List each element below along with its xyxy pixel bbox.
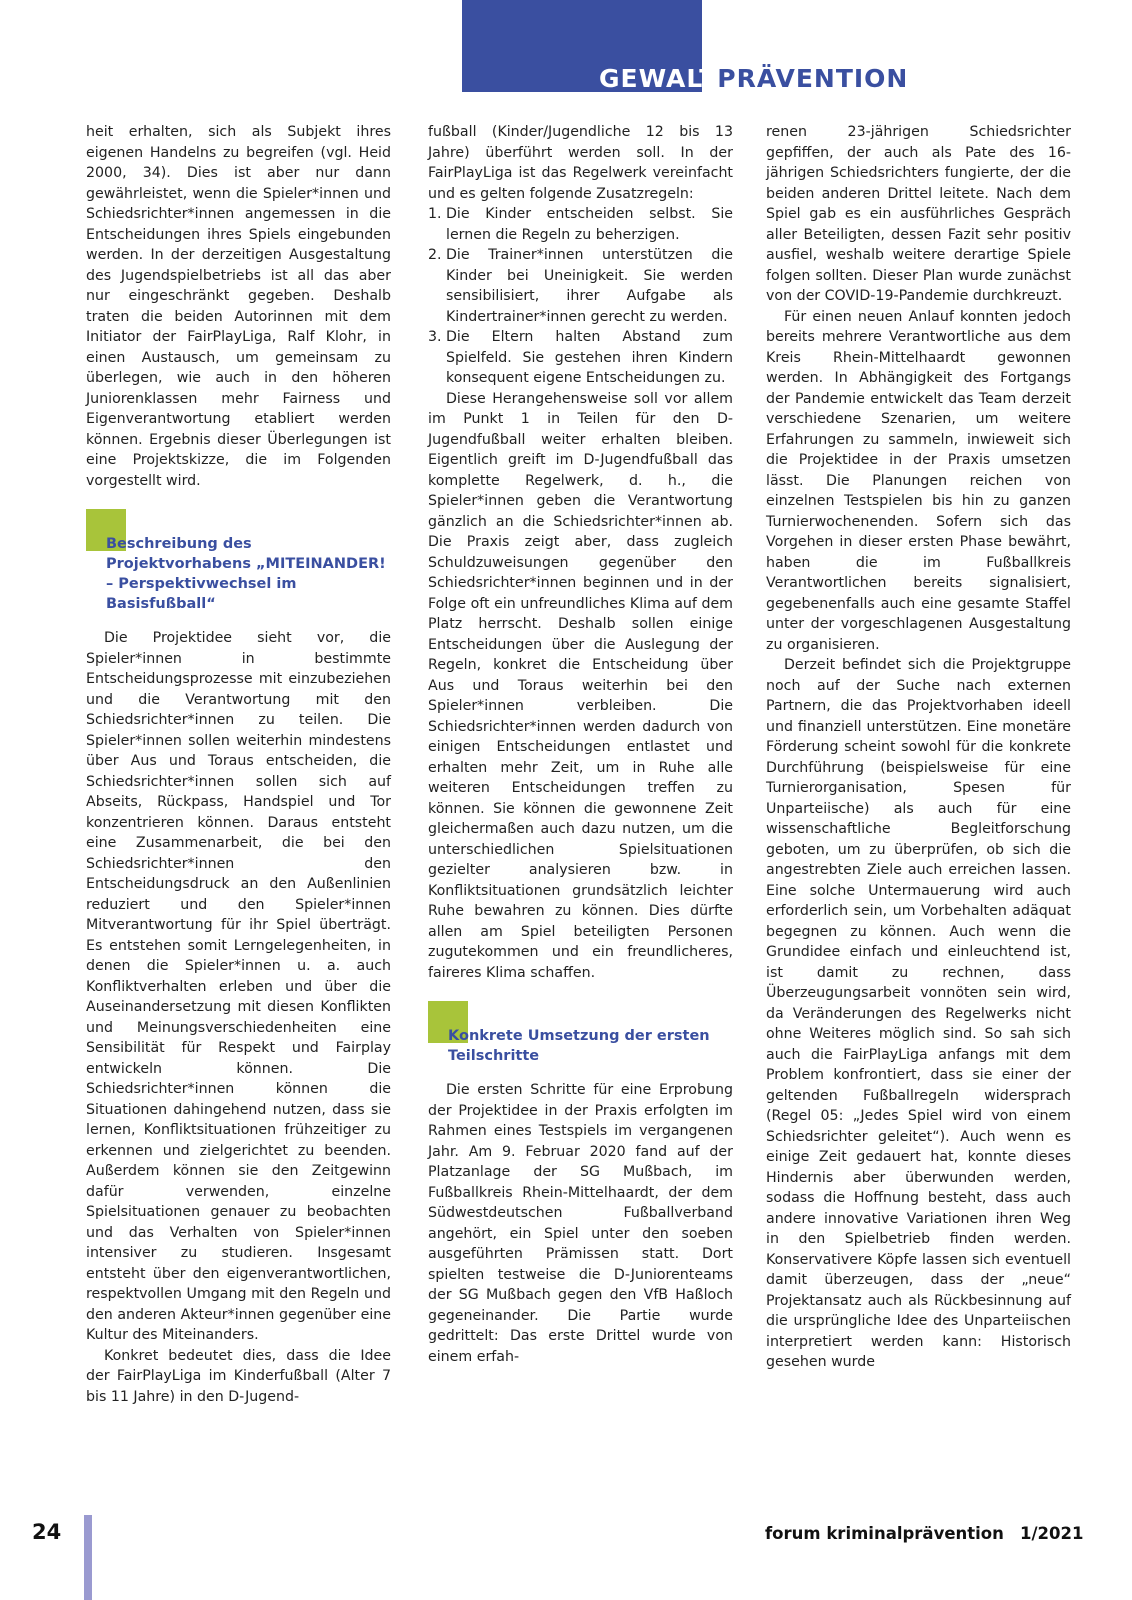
column-2 — [428, 122, 733, 1367]
subheading-block — [86, 509, 391, 614]
list-number: 2. — [428, 247, 442, 263]
paragraph: Derzeit befindet sich die Projektgruppe noch auf der Suche nach externen Partnern, die das Projektvorhaben ideell und finanziell unterstützen. Eine monetäre Förderung scheint sowohl für die konkrete Durchführung (beispielsweise für eine Turnierorganisation, Spesen für Unparteiische) als auch für eine wissenschaftliche Begleitforschung geboten, um zu überprüfen, ob sich die angestrebten Ziele auch erreichen lassen. Eine solche Untermauerung wird auch erforderlich sein, um Vorbehalten adäquat begegnen zu können. Auch wenn die Grundidee einfach und einleuchtend ist, ist damit zu rechnen, dass Überzeugungsarbeit vonnöten sein wird, da Veränderungen des Regelwerks nicht ohne Weiteres möglich sind. So sah sich auch die FairPlayLiga anfangs mit dem Problem konfrontiert, dass sie einer der geltenden Fußballregeln widersprach (Regel 05: „Jedes Spiel wird von einem Schiedsrichter geleitet“). Auch wenn es einige Zeit gedauert hat, konnte dieses Hindernis aber überwunden werden, sodass die Hoffnung besteht, dass auch andere innovative Variationen ihren Weg in den Spielbetrieb finden werden. Konservativere Köpfe lassen sich eventuell damit überzeugen, dass der „neue“ Projektansatz auch als Rückbesinnung auf die ursprüngliche Idee des Unparteiischen interpretiert werden kann: Historisch gesehen wurde — [766, 657, 1071, 1370]
subheading: Konkrete Umsetzung der ersten Teilschritte — [448, 1028, 710, 1064]
list-item — [428, 204, 733, 245]
paragraph: Die ersten Schritte für eine Erprobung der Projektidee in der Praxis erfolgten im Rahmen eines Testspiels im vergangenen Jahr. Am 9. Februar 2020 fand auf der Platzanlage der SG Mußbach, im Fußballkreis Rhein-Mittelhaardt, der dem Südwestdeutschen Fußballverband angehört, ein Spiel unter den soeben ausgeführten Prämissen statt. Dort spielten testweise die D-Juniorenteams der SG Mußbach gegen den VfB Haßloch gegeneinander. Die Partie wurde gedrittelt: Das erste Drittel wurde von einem erfah- — [428, 1082, 733, 1365]
list-text: Die Trainer*innen unterstützen die Kinder bei Uneinigkeit. Sie werden sensibilisiert, ihrer Aufgabe als Kindertrainer*innen gerecht zu werden. — [446, 247, 733, 325]
section-title-part2: PRÄVENTION — [717, 64, 909, 93]
paragraph: Die Projektidee sieht vor, die Spieler*innen in bestimmte Entscheidungsprozesse mit einzubeziehen und die Verantwortung mit den Schiedsrichter*innen zu teilen. Die Spieler*innen sollen weiterhin mindestens über Aus und Toraus entscheiden, die Schiedsrichter*innen sollen sich auf Abseits, Rückpass, Handspiel und Tor konzentrieren können. Daraus entsteht eine Zusammenarbeit, die bei den Schiedsrichter*innen den Entscheidungsdruck an den Außenlinien reduziert und den Spieler*innen Mitverantwortung für ihr Spiel überträgt. Es entstehen somit Lerngelegenheiten, in denen die Spieler*innen u. a. auch Konfliktverhalten erleben und über die Auseinandersetzung mit diesen Konflikten und Meinungsverschiedenheiten eine Sensibilität für Respekt und Fairplay entwickeln können. Die Schiedsrichter*innen können die Situationen dahingehend nutzen, dass sie lernen, Konfliktsituationen frühzeitiger zu erkennen und zielgerichtet zu beenden. Außerdem können sie den Zeitgewinn dafür verwenden, einzelne Spielsituationen genauer zu beobachten und das Verhalten von Spieler*innen intensiver zu studieren. Insgesamt entsteht über den eigenverantwortlichen, respektvollen Umgang mit den Regeln und den anderen Akteur*innen gegenüber eine Kultur des Miteinanders. — [86, 630, 391, 1343]
section-title-part1: GEWALT — [599, 64, 718, 93]
column-1 — [86, 122, 391, 1407]
page-number: 24 — [32, 1520, 62, 1544]
rules-list — [428, 204, 733, 389]
list-number: 1. — [428, 206, 442, 222]
footer-accent-bar — [84, 1515, 92, 1600]
paragraph: fußball (Kinder/Jugendliche 12 bis 13 Jahre) überführt werden soll. In der FairPlayLiga ist das Regelwerk vereinfacht und es gelten folgende Zusatzregeln: — [428, 124, 733, 202]
paragraph: Diese Herangehensweise soll vor allem im Punkt 1 in Teilen für den D-Jugendfußball weiter erhalten bleiben. Eigentlich greift im D-Jugendfußball das komplette Regelwerk, d. h., die Spieler*innen geben die Verantwortung gänzlich an die Schiedsrichter*innen ab. Die Praxis zeigt aber, dass zugleich Schuldzuweisungen gegenüber den Schiedsrichter*innen beginnen und in der Folge oft ein unfreundliches Klima auf dem Platz herrscht. Deshalb sollen einige Entscheidungen über die Auslegung der Regeln, konkret die Entscheidung über Aus und Toraus weiterhin bei den Spieler*innen verbleiben. Die Schiedsrichter*innen werden dadurch von einigen Entscheidungen entlastet und erhalten mehr Zeit, um in Ruhe alle weiteren Entscheidungen treffen zu können. Sie können die gewonnene Zeit gleichermaßen auch dazu nutzen, um die unterschiedlichen Spielsituationen gezielter analysieren bzw. in Konfliktsituationen grundsätzlich leichter Ruhe bewahren zu können. Dies dürfte allen am Spiel beteiligten Personen zugutekommen und ein freundlicheres, faireres Klima schaffen. — [428, 390, 733, 981]
subheading-block — [428, 1001, 733, 1066]
list-item — [428, 327, 733, 389]
list-text: Die Kinder entscheiden selbst. Sie lernen die Regeln zu beherzigen. — [446, 206, 733, 243]
paragraph: Für einen neuen Anlauf konnten jedoch bereits mehrere Verantwortliche aus dem Kreis Rhein-Mittelhaardt gewonnen werden. In Abhängigkeit des Fortgangs der Pandemie entwickelt das Team derzeit verschiedene Szenarien, um weitere Erfahrungen zu sammeln, inwieweit sich die Projektidee in der Praxis umsetzen lässt. Die Planungen reichen von einzelnen Testspielen bis hin zu ganzen Turnierwochenenden. Sofern sich das Vorgehen in dieser ersten Phase bewährt, haben die im Fußballkreis Verantwortlichen bereits signalisiert, gegebenenfalls auch eine gesamte Staffel unter der vorgeschlagenen Ausgestaltung zu organisieren. — [766, 308, 1071, 653]
issue-number: 1/2021 — [1020, 1524, 1084, 1543]
section-title — [599, 64, 908, 94]
paragraph: renen 23-jährigen Schiedsrichter gepfiffen, der auch als Pate des 16-jährigen Schiedsrichters fungierte, der die beiden anderen Drittel leitete. Nach dem Spiel gab es ein ausführliches Gespräch aller Beteiligten, dessen Fazit sehr positiv ausfiel, weshalb weitere derartige Spiele folgen sollten. Dieser Plan wurde zunächst von der COVID-19-Pandemie durchkreuzt. — [766, 124, 1071, 304]
list-item — [428, 245, 733, 327]
paragraph: Konkret bedeutet dies, dass die Idee der FairPlayLiga im Kinderfußball (Alter 7 bis 11 Jahre) in den D-Jugend- — [86, 1347, 391, 1405]
list-text: Die Eltern halten Abstand zum Spielfeld. Sie gestehen ihren Kindern konsequent eigene Entscheidungen zu. — [446, 329, 733, 386]
list-number: 3. — [428, 329, 442, 345]
subheading: Beschreibung des Projektvorhabens „MITEINANDER! – Perspektivwechsel im Basisfußball“ — [106, 536, 386, 612]
journal-name: forum kriminalprävention — [765, 1524, 1004, 1543]
paragraph: heit erhalten, sich als Subjekt ihres eigenen Handelns zu begreifen (vgl. Heid 2000, 34). Dies ist aber nur dann gewährleistet, wenn die Spieler*innen und Schiedsrichter*innen angemessen in die Entscheidungen ihres Spiels eingebunden werden. In der derzeitigen Ausgestaltung des Jugendspielbetriebs ist all das aber nur eingeschränkt gegeben. Deshalb traten die beiden Autorinnen mit dem Initiator der FairPlayLiga, Ralf Klohr, in einen Austausch, um gemeinsam zu überlegen, wie auch in den höheren Juniorenklassen mehr Fairness und Eigenverantwortung etabliert werden können. Ergebnis dieser Überlegungen ist eine Projektskizze, die im Folgenden vorgestellt wird. — [86, 124, 391, 489]
column-3 — [766, 122, 1071, 1373]
